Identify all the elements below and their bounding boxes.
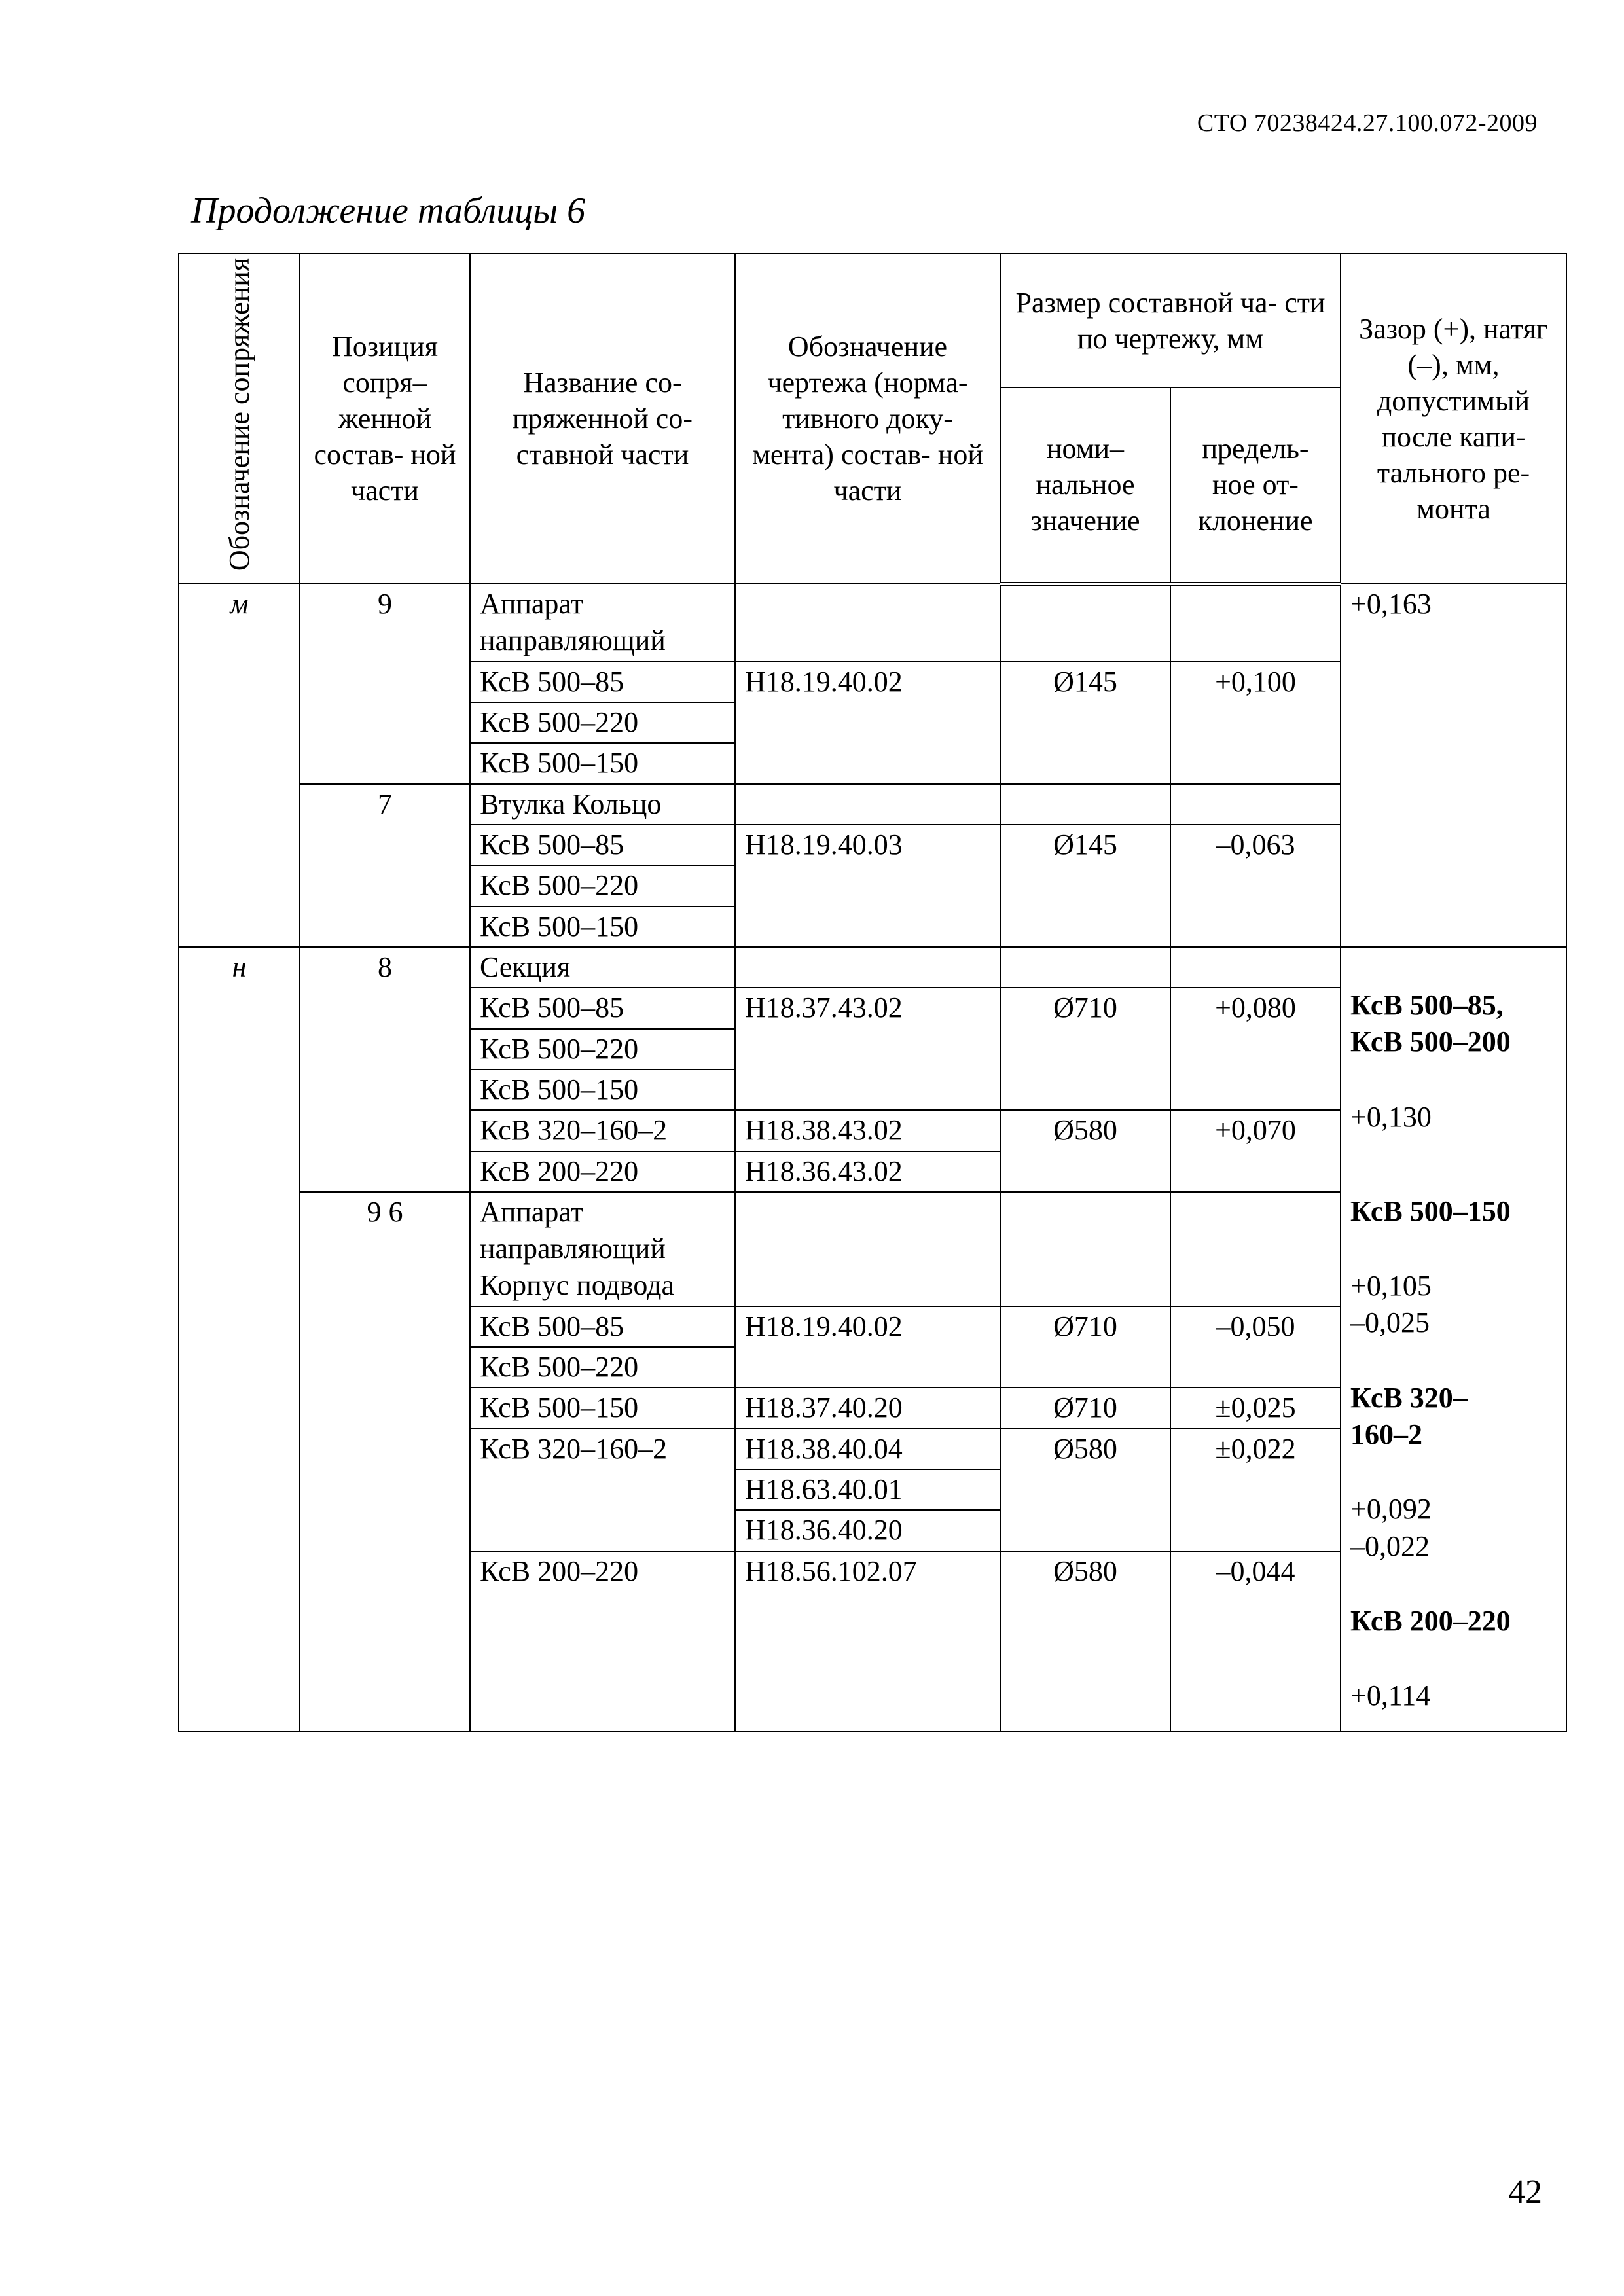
deviation-cell [1170, 1192, 1341, 1306]
deviation-cell: +0,100 [1170, 662, 1341, 784]
deviation-cell: –0,050 [1170, 1306, 1341, 1388]
nominal-cell [1000, 784, 1170, 825]
nominal-cell: Ø580 [1000, 1110, 1170, 1192]
part-name-cell: Аппарат направляющий Корпус подвода [470, 1192, 735, 1306]
nominal-cell: Ø710 [1000, 1388, 1170, 1428]
nominal-cell [1000, 947, 1170, 988]
header-deviation: предель- ное от- клонение [1170, 387, 1341, 584]
nominal-cell [1000, 1192, 1170, 1306]
drawing-cell [735, 947, 1000, 988]
deviation-cell [1170, 584, 1341, 662]
clearance-cell: +0,163 [1341, 584, 1566, 947]
deviation-cell [1170, 784, 1341, 825]
mating-parts-table [178, 253, 1567, 1732]
drawing-cell: Н18.38.43.02 [735, 1110, 1000, 1151]
header-mating-designation: Обозначение сопряжения [179, 253, 300, 584]
header-position: Позиция сопря– женной состав- ной части [300, 253, 470, 584]
nominal-cell: Ø145 [1000, 825, 1170, 947]
drawing-cell: Н18.63.40.01 [735, 1469, 1000, 1510]
document-code: СТО 70238424.27.100.072-2009 [1197, 109, 1538, 137]
drawing-cell: Н18.36.40.20 [735, 1510, 1000, 1551]
mating-label-m: м [179, 584, 300, 947]
part-name-cell: КсВ 320–160–2 [470, 1429, 735, 1551]
position-cell: 8 [300, 947, 470, 1192]
mating-label-n: н [179, 947, 300, 1732]
position-cell: 7 [300, 784, 470, 947]
deviation-cell: –0,044 [1170, 1551, 1341, 1732]
part-name-cell: КсВ 500–85 [470, 662, 735, 702]
clearance-cell: КсВ 500–150 +0,105 –0,025 КсВ 320– 160–2 +0,092 –0,022 КсВ 200–220 +0,114 [1341, 1192, 1566, 1732]
position-cell: 9 [300, 584, 470, 784]
header-part-name: Название со- пряженной со- ставной части [470, 253, 735, 584]
clearance-cell: КсВ 500–85, КсВ 500–200 +0,130 [1341, 947, 1566, 1192]
drawing-cell: Н18.19.40.02 [735, 662, 1000, 784]
nominal-cell: Ø580 [1000, 1551, 1170, 1732]
header-nominal: номи– нальное значение [1000, 387, 1170, 584]
table-row [179, 947, 1566, 988]
part-name-cell: КсВ 500–150 [470, 743, 735, 783]
part-name-cell: КсВ 500–220 [470, 1029, 735, 1069]
table-caption: Продолжение таблицы 6 [191, 190, 586, 231]
nominal-cell: Ø145 [1000, 662, 1170, 784]
part-name-cell: Секция [470, 947, 735, 988]
deviation-cell [1170, 947, 1341, 988]
part-name-cell: КсВ 500–85 [470, 1306, 735, 1347]
part-name-cell: КсВ 500–150 [470, 906, 735, 947]
table-header-row [179, 253, 1566, 387]
nominal-cell [1000, 584, 1170, 662]
deviation-cell: +0,080 [1170, 988, 1341, 1110]
part-name-cell: КсВ 320–160–2 [470, 1110, 735, 1151]
part-name-cell: КсВ 500–220 [470, 1347, 735, 1388]
part-name-cell: КсВ 500–220 [470, 702, 735, 743]
drawing-cell [735, 584, 1000, 662]
drawing-cell: Н18.37.43.02 [735, 988, 1000, 1110]
deviation-cell: –0,063 [1170, 825, 1341, 947]
header-clearance: Зазор (+), натяг (–), мм, допустимый после капи- тального ре- монта [1341, 253, 1566, 584]
page-number: 42 [1508, 2174, 1542, 2211]
nominal-cell: Ø710 [1000, 1306, 1170, 1388]
drawing-cell: Н18.38.40.04 [735, 1429, 1000, 1469]
part-name-cell: КсВ 500–220 [470, 865, 735, 906]
part-name-cell: КсВ 200–220 [470, 1551, 735, 1732]
table-row [179, 1192, 1566, 1306]
drawing-cell [735, 784, 1000, 825]
nominal-cell: Ø580 [1000, 1429, 1170, 1551]
drawing-cell [735, 1192, 1000, 1306]
drawing-cell: Н18.37.40.20 [735, 1388, 1000, 1428]
header-size: Размер составной ча- сти по чертежу, мм [1000, 253, 1341, 387]
deviation-cell: ±0,022 [1170, 1429, 1341, 1551]
header-drawing-designation: Обозначение чертежа (норма- тивного доку- мента) состав- ной части [735, 253, 1000, 584]
part-name-cell: КсВ 500–85 [470, 988, 735, 1028]
drawing-cell: Н18.56.102.07 [735, 1551, 1000, 1732]
part-name-cell: КсВ 500–85 [470, 825, 735, 865]
part-name-cell: КсВ 200–220 [470, 1151, 735, 1192]
drawing-cell: Н18.36.43.02 [735, 1151, 1000, 1192]
part-name-cell: Аппарат направляющий [470, 584, 735, 662]
deviation-cell: ±0,025 [1170, 1388, 1341, 1428]
part-name-cell: КсВ 500–150 [470, 1388, 735, 1428]
deviation-cell: +0,070 [1170, 1110, 1341, 1192]
part-name-cell: Втулка Кольцо [470, 784, 735, 825]
table-row [179, 584, 1566, 662]
nominal-cell: Ø710 [1000, 988, 1170, 1110]
position-cell: 9 6 [300, 1192, 470, 1732]
drawing-cell: Н18.19.40.02 [735, 1306, 1000, 1388]
drawing-cell: Н18.19.40.03 [735, 825, 1000, 947]
part-name-cell: КсВ 500–150 [470, 1069, 735, 1110]
